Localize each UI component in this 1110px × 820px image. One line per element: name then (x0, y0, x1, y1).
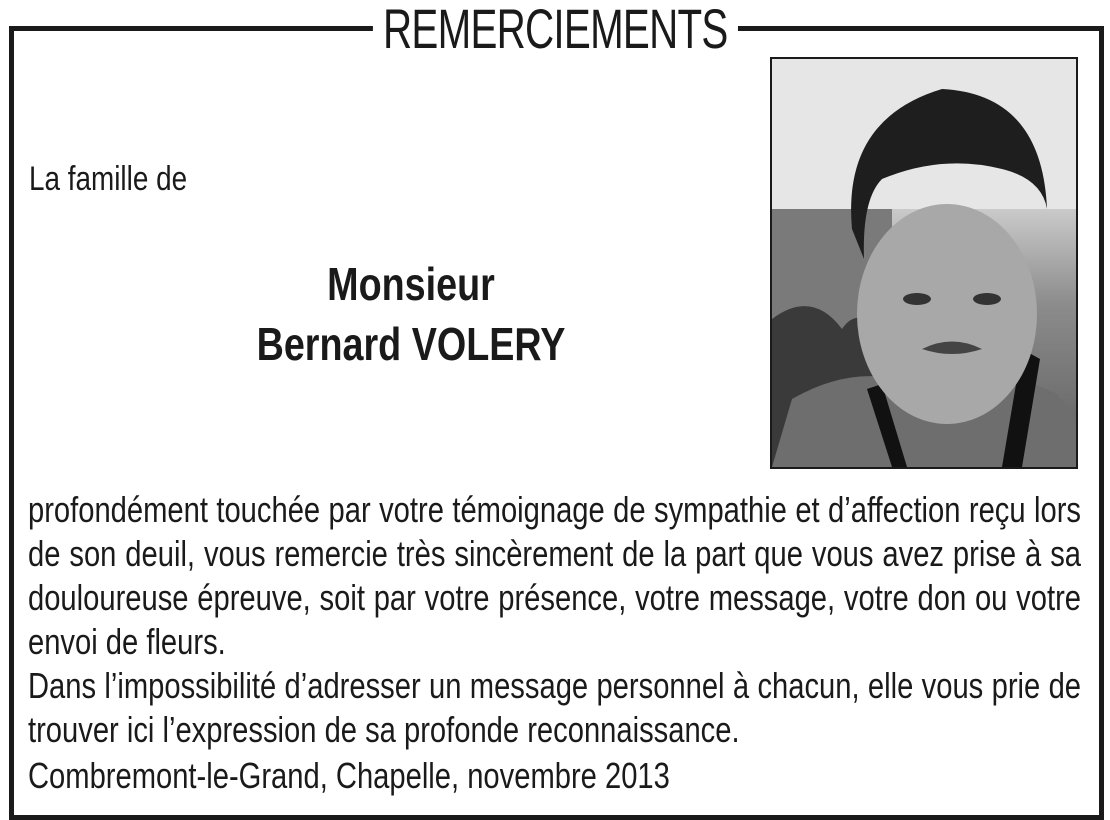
deceased-name (74, 254, 748, 374)
heading-band (0, 0, 1110, 58)
name-title: Monsieur (327, 258, 495, 310)
thanks-body (28, 488, 1081, 752)
portrait-image (772, 59, 1076, 467)
thanks-paragraph-1: profondément touchée par votre témoignage de sympathie et d’affection reçu lors de son deuil, vous remercie très sincèrement de la part que vous avez prise à sa douloureuse épreuve, soit par votre présence, votre message, votre don ou votre envoi de fleurs. (28, 489, 1081, 662)
portrait-photo (770, 57, 1078, 469)
name-full: Bernard VOLERY (256, 318, 566, 370)
place-date: Combremont-le-Grand, Chapelle, novembre 2013 (28, 755, 670, 796)
intro-text: La famille de (29, 160, 188, 198)
notice-heading: REMERCIEMENTS (373, 0, 738, 58)
thanks-paragraph-2: Dans l’impossibilité d’adresser un message personnel à chacun, elle vous prie de trouver ici l’expression de sa profonde reconnaissance. (28, 665, 1081, 750)
